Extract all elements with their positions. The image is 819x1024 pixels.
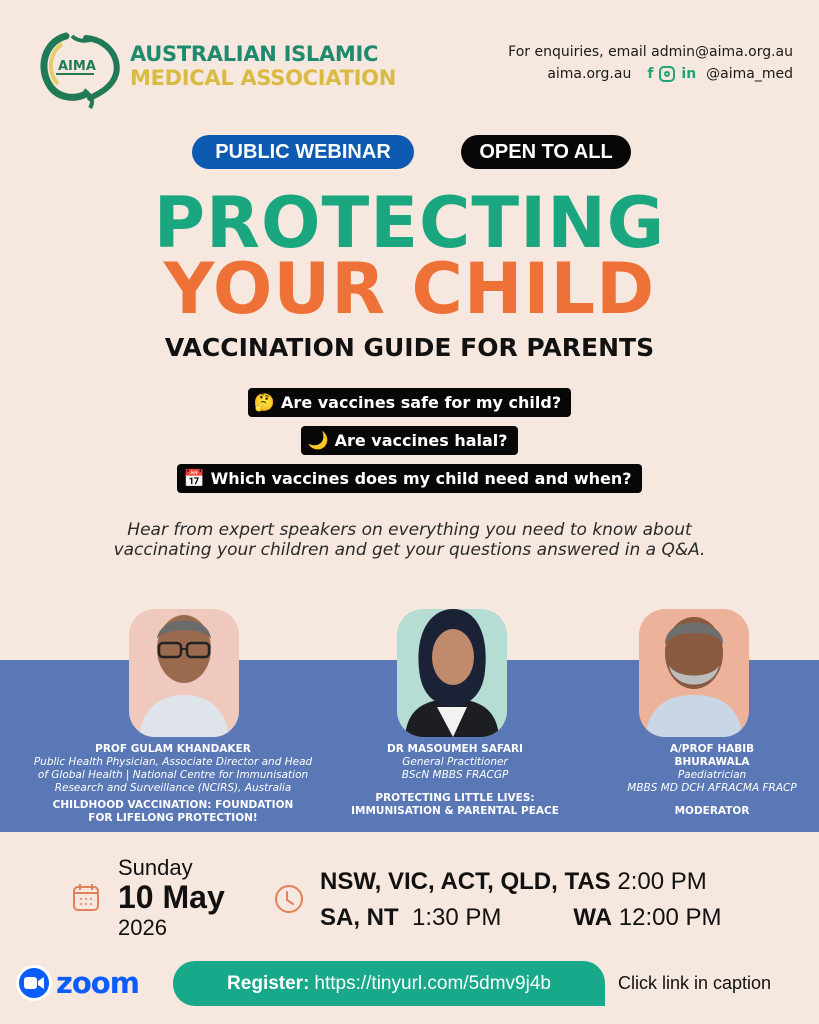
- speaker-role: Public Health Physician, Associate Director and Head: [33, 756, 313, 768]
- website-link[interactable]: aima.org.au: [547, 66, 632, 82]
- event-times: [320, 864, 721, 936]
- zoom-camera-icon: [16, 965, 52, 1001]
- enquiries-email[interactable]: For enquiries, email admin@aima.org.au: [508, 44, 793, 60]
- caption-note: Click link in caption: [618, 973, 772, 993]
- social-handle[interactable]: @aima_med: [706, 66, 793, 82]
- topic-line: IMMUNISATION & PARENTAL PEACE: [351, 805, 559, 817]
- calendar-emoji-icon: 📅: [183, 468, 205, 489]
- speaker-role: Paediatrician: [677, 769, 747, 781]
- question-item: [177, 464, 641, 493]
- question-text: Which vaccines does my child need and when?: [210, 469, 632, 488]
- speaker-bhurawala: [612, 743, 812, 818]
- facebook-icon[interactable]: f: [647, 66, 654, 82]
- speaker-role: of Global Health | National Centre for Immunisation: [37, 769, 309, 781]
- topic-line: PROTECTING LITTLE LIVES:: [375, 792, 535, 804]
- speaker-topic: [330, 792, 580, 818]
- speaker-name: DR MASOUMEH SAFARI: [387, 743, 523, 755]
- time-value: 12:00 PM: [618, 904, 722, 931]
- clock-icon: [274, 884, 304, 919]
- organization-name: [130, 42, 396, 90]
- aima-logo: [36, 28, 122, 110]
- speaker-name: A/PROF HABIB: [669, 743, 755, 755]
- event-date: [118, 855, 225, 943]
- subtitle: VACCINATION GUIDE FOR PARENTS: [164, 333, 655, 362]
- svg-text:AIMA: AIMA: [58, 59, 96, 74]
- time-value: 2:00 PM: [617, 868, 707, 895]
- speaker-khandaker: [14, 743, 332, 825]
- zoom-wordmark: zoom: [56, 966, 139, 1000]
- linkedin-icon[interactable]: in: [681, 66, 697, 82]
- register-label: Register:: [227, 972, 310, 994]
- speaker-role: Research and Surveillance (NCIRS), Australia: [54, 782, 292, 794]
- description-line1: Hear from expert speakers on everything you need to know about: [127, 520, 692, 540]
- speaker-photo-khandaker: [129, 609, 239, 737]
- year: 2026: [118, 915, 167, 940]
- org-name-line2: MEDICAL ASSOCIATION: [130, 66, 396, 90]
- public-webinar-badge: PUBLIC WEBINAR: [192, 135, 414, 169]
- question-item: [248, 388, 571, 417]
- speaker-name: PROF GULAM KHANDAKER: [95, 743, 251, 755]
- question-text: Are vaccines halal?: [334, 431, 508, 450]
- calendar-icon: [72, 882, 100, 917]
- register-link[interactable]: [173, 961, 605, 1006]
- day-month: 10 May: [118, 879, 225, 915]
- speaker-role: General Practitioner: [402, 756, 508, 768]
- day-of-week: Sunday: [118, 855, 193, 880]
- register-url[interactable]: https://tinyurl.com/5dmv9j4b: [314, 972, 551, 994]
- time-row-central: [320, 900, 501, 936]
- topic-line: CHILDHOOD VACCINATION: FOUNDATION: [52, 799, 294, 811]
- social-icons: [647, 63, 696, 85]
- question-text: Are vaccines safe for my child?: [281, 393, 562, 412]
- speaker-credentials: BScN MBBS FRACGP: [401, 769, 509, 781]
- questions-list: [0, 388, 819, 493]
- title-line2: YOUR CHILD: [163, 248, 656, 330]
- thinking-face-icon: 🤔: [253, 392, 276, 413]
- instagram-icon[interactable]: [659, 66, 675, 82]
- time-row-eastern: [320, 864, 721, 900]
- speaker-name: BHURAWALA: [674, 756, 750, 768]
- topic-line: FOR LIFELONG PROTECTION!: [88, 812, 258, 824]
- moderator-label: MODERATOR: [674, 805, 750, 817]
- time-regions: NSW, VIC, ACT, QLD, TAS: [320, 868, 611, 895]
- time-regions: WA: [573, 904, 613, 931]
- title-line1: PROTECTING: [153, 182, 666, 264]
- contact-info: [508, 41, 793, 85]
- open-to-all-badge: OPEN TO ALL: [461, 135, 631, 169]
- time-regions: SA, NT: [320, 904, 399, 931]
- speaker-topic: [14, 799, 332, 825]
- speaker-photo-bhurawala: [639, 609, 749, 737]
- speaker-photo-safari: [397, 609, 507, 737]
- org-name-line1: AUSTRALIAN ISLAMIC: [130, 42, 379, 66]
- time-row-western: [573, 900, 721, 936]
- crescent-moon-icon: 🌙: [307, 430, 329, 451]
- description-line2: vaccinating your children and get your questions answered in a Q&A.: [113, 540, 706, 560]
- question-item: [301, 426, 517, 455]
- zoom-logo: [16, 965, 139, 1001]
- time-value: 1:30 PM: [412, 904, 502, 931]
- speaker-safari: [330, 743, 580, 818]
- event-description: [0, 520, 819, 560]
- speaker-credentials: MBBS MD DCH AFRACMA FRACP: [627, 782, 797, 794]
